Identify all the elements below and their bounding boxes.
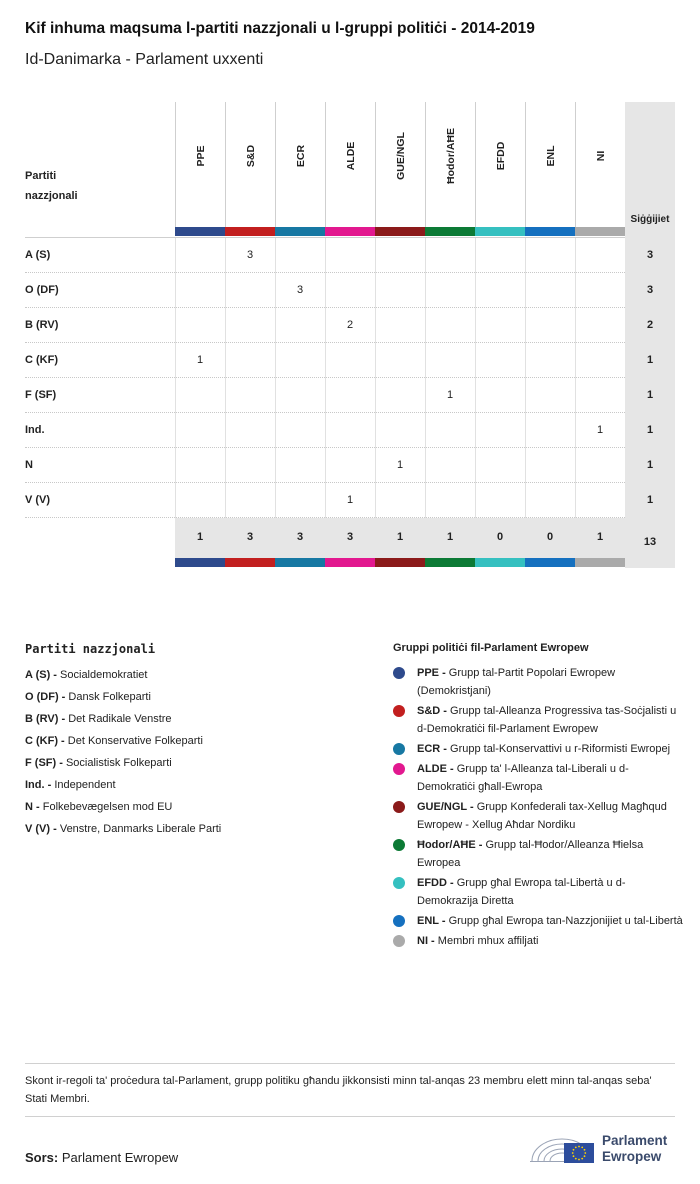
legend-group-dot-icon bbox=[393, 667, 405, 679]
row-total: 1 bbox=[646, 459, 654, 471]
column-header-label: EFDD bbox=[494, 141, 507, 171]
legend-party-item bbox=[25, 774, 355, 796]
header-divider bbox=[25, 237, 625, 238]
column-header-4 bbox=[325, 102, 375, 227]
row-divider bbox=[25, 412, 625, 413]
page-title: Kif inhuma maqsuma l-partiti nazzjonali u l-gruppi politiċi - 2014-2019 bbox=[25, 20, 535, 37]
row-divider bbox=[25, 517, 625, 518]
row-total: 3 bbox=[646, 249, 654, 261]
legend-group-abbr: ECR - bbox=[417, 743, 447, 755]
legend-group-name: Grupp għal Ewropa tal-Libertà u d-Demokrazija Diretta bbox=[417, 877, 626, 907]
column-total: 3 bbox=[346, 531, 354, 543]
legend-group-name: Membri mhux affiljati bbox=[434, 935, 539, 947]
legend-party-item bbox=[25, 664, 355, 686]
legend-party-item bbox=[25, 818, 355, 840]
legend-group-dot-icon bbox=[393, 743, 405, 755]
row-total: 1 bbox=[646, 424, 654, 436]
legend-group-item bbox=[393, 912, 683, 930]
legend-group-abbr: Ħodor/AĦE - bbox=[417, 839, 483, 851]
column-header-6 bbox=[425, 102, 475, 227]
column-header-label: NI bbox=[594, 150, 607, 162]
column-header-5 bbox=[375, 102, 425, 227]
legend-group-dot-icon bbox=[393, 935, 405, 947]
row-divider bbox=[25, 482, 625, 483]
color-bar-bottom bbox=[475, 558, 525, 567]
legend-group-name: Grupp tal-Partit Popolari Ewropew (Demokristjani) bbox=[417, 667, 616, 697]
row-total: 1 bbox=[646, 354, 654, 366]
legend-party-name: Det Konservative Folkeparti bbox=[64, 735, 203, 747]
legend-group-item bbox=[393, 740, 683, 758]
legend-group-abbr: ALDE - bbox=[417, 763, 454, 775]
row-total: 1 bbox=[646, 494, 654, 506]
column-header-label: S&D bbox=[244, 144, 257, 168]
column-header-label: ENL bbox=[544, 145, 557, 167]
parliament-logo-text bbox=[602, 1133, 667, 1165]
column-header-8 bbox=[525, 102, 575, 227]
footnote: Skont ir-regoli ta' proċedura tal-Parlament, grupp politiku għandu jikkonsisti minn tal-anqas 23 membru elett minn tal-anqas seba' Stati Membri. bbox=[25, 1075, 652, 1105]
legend-group-name: Grupp Konfederali tax-Xellug Magħqud Ewropew - Xellug Aħdar Nordiku bbox=[417, 801, 667, 831]
legend-group-abbr: GUE/NGL - bbox=[417, 801, 474, 813]
legend-party-name: Socialdemokratiet bbox=[56, 669, 148, 681]
color-bar-bottom bbox=[375, 558, 425, 567]
grand-total: 13 bbox=[643, 536, 657, 548]
column-header-label: ECR bbox=[294, 144, 307, 168]
row-label: N bbox=[25, 459, 33, 471]
legend-group-name: Grupp tal-Konservattivi u r-Riformisti Ewropej bbox=[446, 743, 671, 755]
legend-group-name: Grupp ta' l-Alleanza tal-Liberali u d-Demokratiċi għall-Ewropa bbox=[417, 763, 629, 793]
row-label: O (DF) bbox=[25, 284, 59, 296]
legend-group-item bbox=[393, 760, 683, 796]
legend-party-abbr: A (S) - bbox=[25, 669, 57, 681]
row-total: 1 bbox=[646, 389, 654, 401]
source-line bbox=[25, 1150, 178, 1165]
column-divider bbox=[575, 238, 576, 518]
legend-party-abbr: C (KF) - bbox=[25, 735, 65, 747]
table-cell: 1 bbox=[196, 354, 204, 366]
legend-party-name: Independent bbox=[51, 779, 116, 791]
color-bar-bottom bbox=[225, 558, 275, 567]
column-header-label: PPE bbox=[194, 145, 207, 167]
legend-group-dot-icon bbox=[393, 839, 405, 851]
legend-group-item bbox=[393, 702, 683, 738]
column-header-label: ALDE bbox=[344, 141, 357, 171]
column-header-2 bbox=[225, 102, 275, 227]
legend-group-item bbox=[393, 836, 683, 872]
column-total: 1 bbox=[396, 531, 404, 543]
row-label: Ind. bbox=[25, 424, 45, 436]
column-total: 0 bbox=[496, 531, 504, 543]
row-divider bbox=[25, 342, 625, 343]
column-total: 3 bbox=[246, 531, 254, 543]
column-divider bbox=[425, 238, 426, 518]
row-divider bbox=[25, 447, 625, 448]
row-label: A (S) bbox=[25, 249, 51, 261]
source-value: Parlament Ewropew bbox=[61, 1150, 179, 1165]
legend-party-abbr: O (DF) - bbox=[25, 691, 66, 703]
legend-group-name: Grupp għal Ewropa tan-Nazzjonijiet u tal-Libertà bbox=[445, 915, 683, 927]
row-label: B (RV) bbox=[25, 319, 59, 331]
legend-party-name: Venstre, Danmarks Liberale Parti bbox=[56, 823, 222, 835]
column-header-7 bbox=[475, 102, 525, 227]
color-bar-top bbox=[175, 227, 225, 236]
table-cell: 1 bbox=[346, 494, 354, 506]
row-total: 3 bbox=[646, 284, 654, 296]
column-header-label: Ħodor/AĦE bbox=[444, 128, 457, 184]
legend-party-name: Det Radikale Venstre bbox=[65, 713, 172, 725]
logo-line-1: Parlament bbox=[602, 1133, 668, 1148]
color-bar-top bbox=[475, 227, 525, 236]
color-bar-top bbox=[275, 227, 325, 236]
legend-group-item bbox=[393, 798, 683, 834]
column-header-9 bbox=[575, 102, 625, 227]
legend-group-item bbox=[393, 932, 683, 950]
column-divider bbox=[275, 238, 276, 518]
column-total: 1 bbox=[196, 531, 204, 543]
color-bar-bottom bbox=[275, 558, 325, 567]
color-bar-top bbox=[525, 227, 575, 236]
total-header-label: Siġġijiet bbox=[630, 214, 670, 225]
color-bar-top bbox=[375, 227, 425, 236]
color-bar-bottom bbox=[425, 558, 475, 567]
legend-party-abbr: B (RV) - bbox=[25, 713, 66, 725]
legend-party-abbr: F (SF) - bbox=[25, 757, 63, 769]
color-bar-top bbox=[325, 227, 375, 236]
column-divider bbox=[175, 238, 176, 518]
column-divider bbox=[325, 238, 326, 518]
legend-group-item bbox=[393, 874, 683, 910]
table-cell: 3 bbox=[296, 284, 304, 296]
color-bar-top bbox=[225, 227, 275, 236]
row-label: C (KF) bbox=[25, 354, 58, 366]
column-total: 1 bbox=[446, 531, 454, 543]
color-bar-bottom bbox=[325, 558, 375, 567]
legend-group-abbr: NI - bbox=[417, 935, 435, 947]
legend-group-abbr: S&D - bbox=[417, 705, 447, 717]
page-subtitle: Id-Danimarka - Parlament uxxenti bbox=[25, 51, 264, 68]
column-total: 0 bbox=[546, 531, 554, 543]
color-bar-top bbox=[575, 227, 625, 236]
table-cell: 2 bbox=[346, 319, 354, 331]
color-bar-bottom bbox=[175, 558, 225, 567]
legend-party-item bbox=[25, 708, 355, 730]
legend-group-dot-icon bbox=[393, 801, 405, 813]
row-header-label: Partiti nazzjonali bbox=[25, 170, 78, 202]
column-divider bbox=[375, 238, 376, 518]
source-label: Sors: bbox=[25, 1150, 59, 1165]
legend-group-dot-icon bbox=[393, 763, 405, 775]
note-divider-bottom bbox=[25, 1116, 675, 1117]
color-bar-bottom bbox=[525, 558, 575, 567]
column-header-3 bbox=[275, 102, 325, 227]
legend-group-dot-icon bbox=[393, 915, 405, 927]
column-header-label: GUE/NGL bbox=[394, 132, 407, 180]
legend-group-name: Grupp tal-Ħodor/Alleanza Ħielsa Ewropea bbox=[417, 839, 644, 869]
note-divider-top bbox=[25, 1063, 675, 1064]
legend-party-item bbox=[25, 730, 355, 752]
column-header-1 bbox=[175, 102, 225, 227]
legend-party-item bbox=[25, 686, 355, 708]
legend-party-name: Socialistisk Folkeparti bbox=[62, 757, 172, 769]
column-divider bbox=[475, 238, 476, 518]
legend-party-abbr: N - bbox=[25, 801, 40, 813]
political-groups-legend bbox=[393, 642, 683, 952]
national-parties-legend bbox=[25, 642, 355, 840]
legend-party-abbr: Ind. - bbox=[25, 779, 52, 791]
column-divider bbox=[525, 238, 526, 518]
legend-party-name: Dansk Folkeparti bbox=[65, 691, 151, 703]
color-bar-bottom bbox=[575, 558, 625, 567]
row-divider bbox=[25, 377, 625, 378]
table-cell: 1 bbox=[596, 424, 604, 436]
legend-group-name: Grupp tal-Alleanza Progressiva tas-Soċjalisti u d-Demokratiċi fil-Parlament Ewropew bbox=[417, 705, 677, 735]
legend-group-dot-icon bbox=[393, 705, 405, 717]
political-groups-legend-heading: Gruppi politiċi fil-Parlament Ewropew bbox=[393, 642, 589, 654]
legend-group-abbr: PPE - bbox=[417, 667, 446, 679]
logo-line-2: Ewropew bbox=[602, 1149, 662, 1164]
table-cell: 1 bbox=[396, 459, 404, 471]
legend-group-abbr: ENL - bbox=[417, 915, 446, 927]
legend-group-dot-icon bbox=[393, 877, 405, 889]
row-label: V (V) bbox=[25, 494, 51, 506]
legend-party-item bbox=[25, 796, 355, 818]
row-label: F (SF) bbox=[25, 389, 57, 401]
legend-party-abbr: V (V) - bbox=[25, 823, 57, 835]
row-total: 2 bbox=[646, 319, 654, 331]
legend-group-item bbox=[393, 664, 683, 700]
legend-party-name: Folkebevægelsen mod EU bbox=[39, 801, 173, 813]
column-divider bbox=[225, 238, 226, 518]
table-cell: 1 bbox=[446, 389, 454, 401]
table-cell: 3 bbox=[246, 249, 254, 261]
national-parties-legend-heading: Partiti nazzjonali bbox=[25, 642, 156, 656]
color-bar-top bbox=[425, 227, 475, 236]
row-divider bbox=[25, 307, 625, 308]
row-divider bbox=[25, 272, 625, 273]
legend-party-item bbox=[25, 752, 355, 774]
legend-group-abbr: EFDD - bbox=[417, 877, 454, 889]
column-total: 1 bbox=[596, 531, 604, 543]
column-total: 3 bbox=[296, 531, 304, 543]
